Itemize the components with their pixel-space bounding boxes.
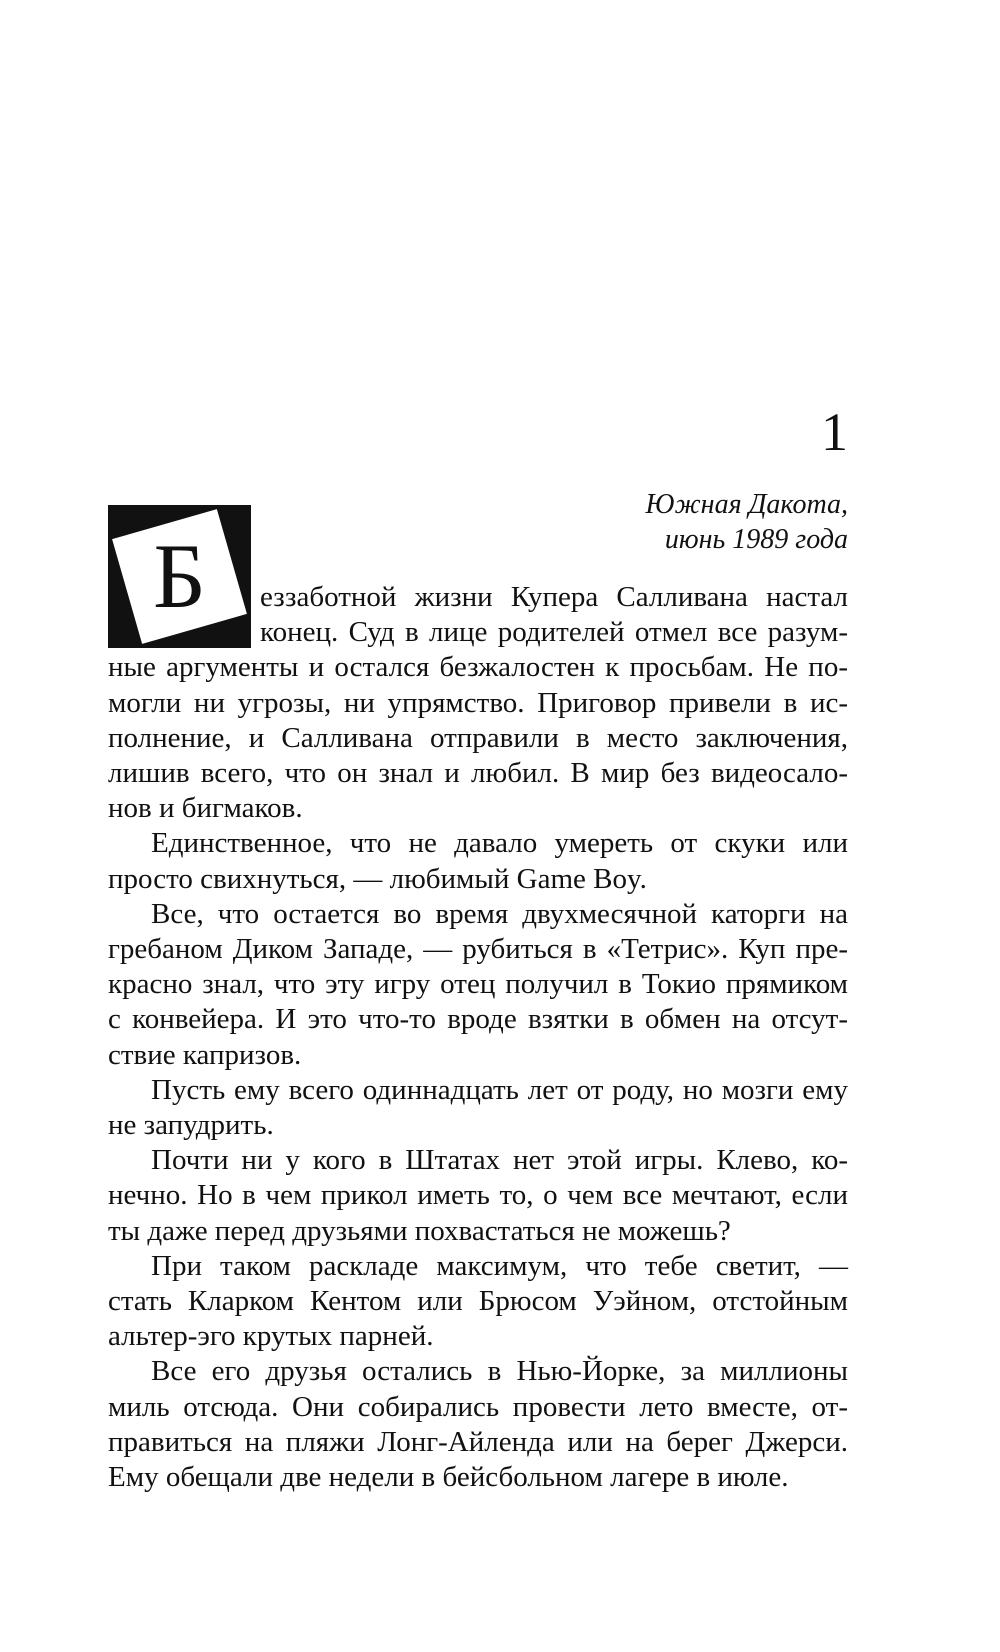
paragraph (108, 897, 848, 1073)
text-line: еззаботной жизни Купера Салливана настал (260, 581, 848, 613)
text-line: конец. Суд в лице родителей отмел все разум- (260, 616, 848, 649)
paragraph (108, 1073, 848, 1143)
text-line: полнение, и Салливана отправили в место заключения, (108, 721, 848, 754)
chapter-body (108, 580, 848, 1495)
text-line: миль отсюда. Они собирались провести лето вместе, от- (108, 1390, 848, 1423)
paragraph (108, 826, 848, 896)
paragraph (108, 1354, 848, 1495)
text-line: красно знал, что эту игру отец получил в Токио прямиком (108, 968, 848, 1001)
text-line: Все, что остается во время двухмесячной каторги на (151, 897, 848, 930)
text-line: Почти ни у кого в Штатах нет этой игры. Клево, ко- (151, 1144, 848, 1177)
text-line: нечно. Но в чем прикол иметь то, о чем все мечтают, если (108, 1179, 848, 1212)
text-line: стать Кларком Кентом или Брюсом Уэйном, отстойным (108, 1285, 848, 1318)
chapter-number: 1 (821, 402, 848, 462)
text-line: альтер-эго крутых парней. (108, 1320, 434, 1353)
text-line: При таком раскладе максимум, что тебе светит, — (151, 1249, 848, 1282)
text-line: Ему обещали две недели в бейсбольном лагере в июле. (108, 1461, 789, 1494)
text-line: лишив всего, что он знал и любил. В мир без видеосало- (108, 757, 848, 790)
text-line: Все его друзья остались в Нью-Йорке, за миллионы (151, 1355, 848, 1388)
text-line: ствие капризов. (108, 1038, 302, 1071)
text-line: гребаном Диком Западе, — рубиться в «Тетрис». Куп пре- (108, 933, 848, 966)
text-line: Единственное, что не давало умереть от скуки или (151, 827, 848, 860)
text-line: правиться на пляжи Лонг-Айленда или на берег Джерси. (108, 1425, 848, 1458)
chapter-epigraph (646, 487, 848, 557)
text-line: нов и бигмаков. (108, 792, 303, 825)
paragraph (108, 1249, 848, 1355)
paragraph (108, 580, 848, 826)
text-line: ные аргументы и остался безжалостен к просьбам. Не по- (108, 651, 848, 684)
epigraph-place: Южная Дакота, (645, 489, 848, 520)
text-line: могли ни угрозы, ни упрямство. Приговор привели в ис- (108, 686, 848, 719)
text-line: не запудрить. (108, 1109, 274, 1142)
text-line: ты даже перед друзьями похвастаться не можешь? (108, 1214, 731, 1247)
epigraph-date: июнь 1989 года (664, 524, 848, 555)
text-line: Пусть ему всего одиннадцать лет от роду, но мозги ему (151, 1073, 848, 1106)
drop-cap-letter: Б (153, 525, 206, 627)
text-line: с конвейера. И это что-то вроде взятки в обмен на отсут- (108, 1003, 848, 1036)
paragraph (108, 1143, 848, 1249)
text-line: просто свихнуться, — любимый Game Boy. (108, 862, 647, 895)
